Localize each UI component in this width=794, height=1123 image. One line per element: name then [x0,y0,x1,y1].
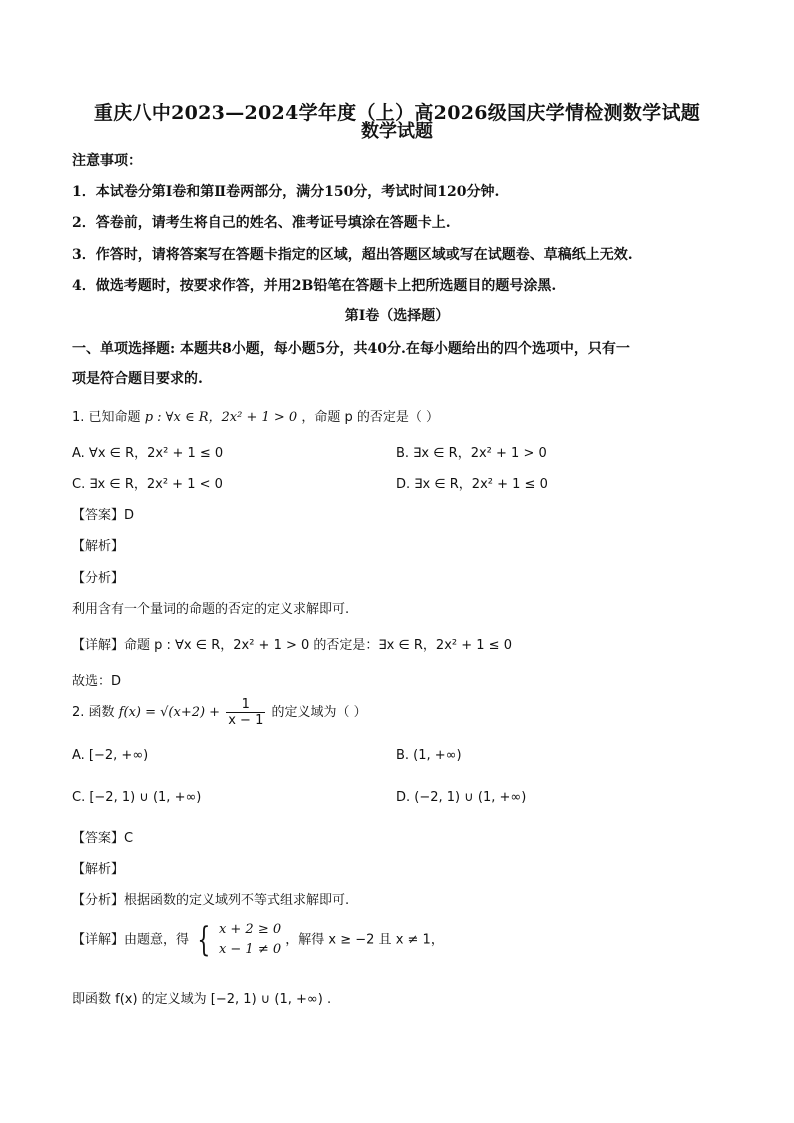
q1-option-c: C. ∃x ∈ R，2x² + 1 < 0 [72,477,223,492]
q1-choose: 故选：D [72,674,122,689]
note-item-3: 3．作答时，请将答案写在答题卡指定的区域，超出答题区域或写在试题卷、草稿纸上无效. [72,247,633,263]
q1-option-d: D. ∃x ∈ R，2x² + 1 ≤ 0 [396,477,548,492]
q1-fenxi-text: 利用含有一个量词的命题的否定的定义求解即可. [72,602,350,617]
section-title: 第Ⅰ卷（选择题） [344,308,450,324]
section-intro-line2: 项是符合题目要求的. [72,371,203,387]
system-brace-icon: { [197,920,211,960]
note-item-2: 2．答卷前，请考生将自己的姓名、准考证号填涂在答题卡上. [72,215,451,231]
q2-sys-line1: x + 2 ≥ 0 [218,922,282,937]
exam-title: 重庆八中2023—2024学年度（上）高2026级国庆学情检测数学试题 [93,102,701,124]
q2-frac-num: 1 [226,697,265,713]
q2-stem-suffix: 的定义域为（ ） [271,705,367,720]
notes-heading: 注意事项： [72,153,142,169]
q2-option-d: D. (−2, 1) ∪ (1, +∞) [396,790,527,805]
q2-stem-prefix: 2. 函数 [72,705,115,720]
q2-option-a: A. [−2, +∞) [72,748,149,763]
exam-subtitle: 数学试题 [361,121,433,142]
note-item-4: 4．做选考题时，按要求作答，并用2B铅笔在答题卡上把所选题目的题号涂黑. [72,278,557,294]
q1-option-b: B. ∃x ∈ R，2x² + 1 > 0 [396,446,547,461]
q1-stem [72,406,439,425]
q1-stem-prefix: 1. 已知命题 [72,410,141,425]
q2-option-c: C. [−2, 1) ∪ (1, +∞) [72,790,202,805]
q2-detail-suffix: ，解得 x ≥ −2 且 x ≠ 1， [285,932,444,948]
q1-option-a: A. ∀x ∈ R，2x² + 1 ≤ 0 [72,446,224,461]
q1-detail: 【详解】命题 p : ∀x ∈ R，2x² + 1 > 0 的否定是：∃x ∈ R，2x² + 1 ≤ 0 [72,638,512,653]
q2-frac-den: x − 1 [228,713,264,728]
q2-inequality-system [219,920,281,960]
q2-fenxi: 【分析】根据函数的定义域列不等式组求解即可. [72,893,350,908]
q2-stem [72,697,367,728]
q1-answer: 【答案】D [72,508,135,523]
q2-stem-fx: f(x) = √(x+2) + [118,705,221,720]
q2-detail [72,920,444,960]
section-intro-line1: 一、单项选择题: 本题共8小题，每小题5分，共40分.在每小题给出的四个选项中，只有一 [72,341,630,357]
q2-jiexi: 【解析】 [72,862,125,877]
q2-sys-line2: x − 1 ≠ 0 [218,942,282,957]
q2-option-b: B. (1, +∞) [396,748,462,763]
q2-conclusion: 即函数 f(x) 的定义域为 [−2, 1) ∪ (1, +∞) . [72,992,332,1007]
q1-stem-math: p : ∀x ∈ R，2x² + 1 > 0 [144,410,298,425]
q2-answer: 【答案】C [72,831,134,846]
note-item-1: 1．本试卷分第Ⅰ卷和第Ⅱ卷两部分，满分150分，考试时间120分钟. [72,184,500,200]
q2-detail-prefix: 【详解】由题意，得 [72,932,190,948]
q1-jiexi: 【解析】 [72,539,125,554]
q1-stem-suffix: ，命题 p 的否定是（ ） [301,410,439,425]
q2-fraction [226,697,265,728]
q1-fenxi-label: 【分析】 [72,571,125,586]
